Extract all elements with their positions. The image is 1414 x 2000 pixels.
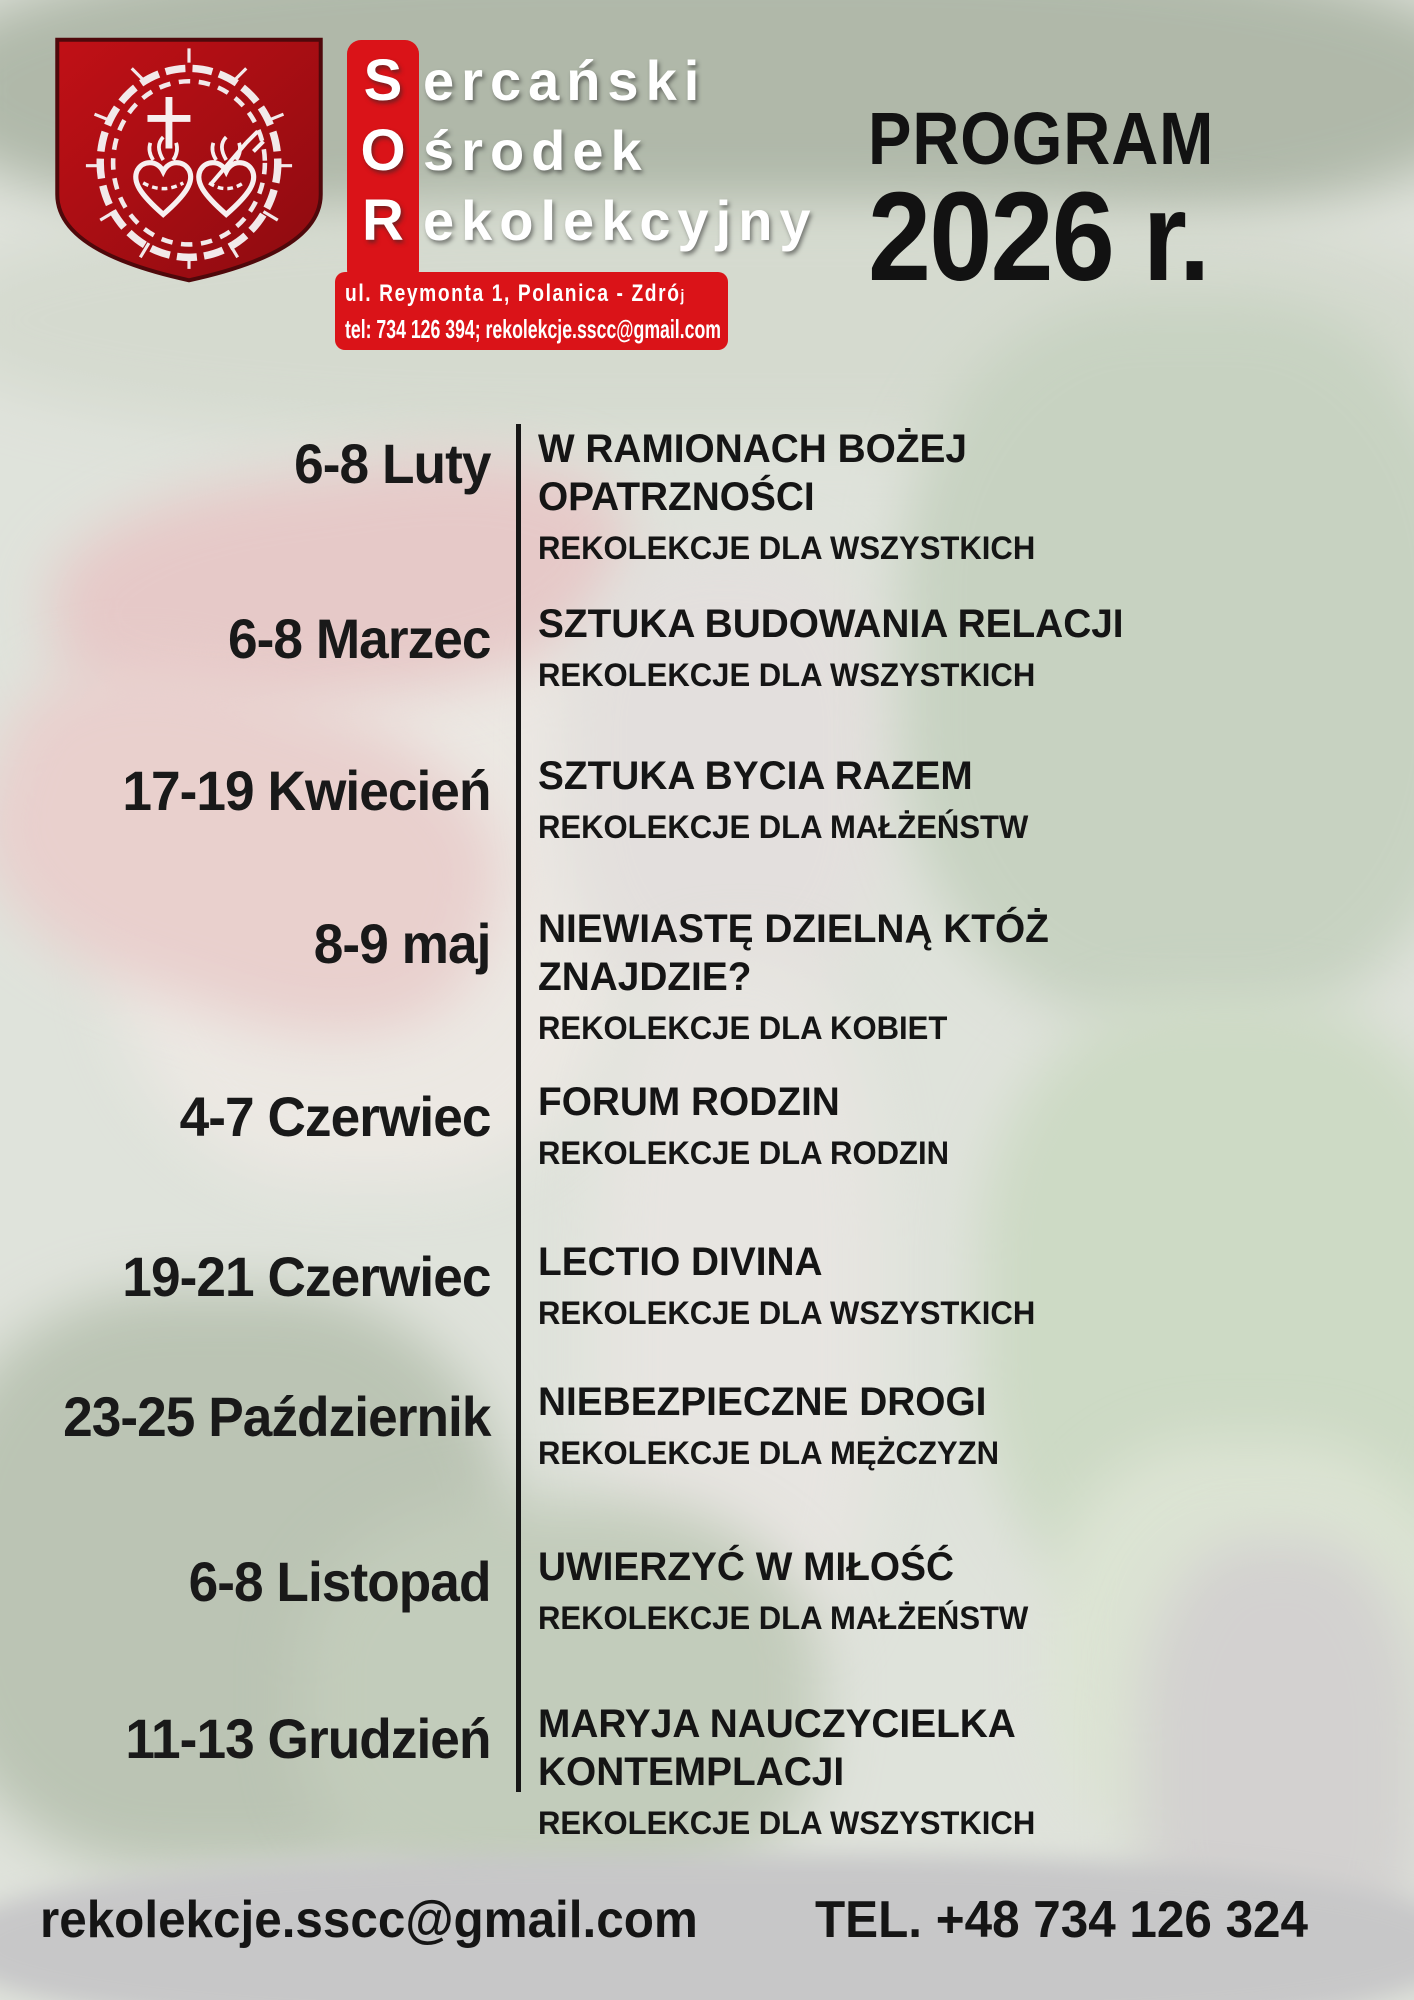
schedule-date: 4-7 Czerwiec: [179, 1085, 491, 1148]
schedule-row: [0, 1378, 1414, 1472]
brand-line-3: [347, 186, 818, 256]
schedule-row: [0, 600, 1414, 694]
schedule-row: [0, 1078, 1414, 1172]
retreat-title-line: UWIERZYĆ W MIŁOŚĆ: [538, 1545, 954, 1589]
schedule-info: [500, 752, 1414, 846]
retreat-audience: REKOLEKCJE DLA WSZYSTKICH: [538, 1295, 1036, 1331]
schedule-info: [500, 1078, 1414, 1172]
address-suffix: j: [680, 286, 685, 305]
schedule-date: 19-21 Czerwiec: [122, 1245, 491, 1308]
brand-word-2: środek: [423, 119, 649, 182]
footer-email: rekolekcje.sscc@gmail.com: [40, 1891, 698, 1949]
program-title: PROGRAM: [868, 97, 1215, 180]
brand-initial-s: S: [363, 48, 403, 113]
schedule-info: [500, 905, 1414, 1047]
schedule-row: [0, 1238, 1414, 1332]
retreat-audience: REKOLEKCJE DLA WSZYSTKICH: [538, 657, 1036, 693]
brand-initial-o: O: [360, 118, 406, 183]
schedule-row: [0, 1543, 1414, 1637]
schedule-row: [0, 752, 1414, 846]
retreat-title-line: NIEBEZPIECZNE DROGI: [538, 1380, 987, 1424]
schedule-info: [500, 1700, 1414, 1842]
brand-word-1: ercański: [423, 49, 707, 112]
schedule-row: [0, 1700, 1414, 1842]
schedule-date: 11-13 Grudzień: [125, 1707, 491, 1770]
schedule-info: [500, 600, 1414, 694]
brand-initial-r: R: [362, 188, 404, 253]
address-text: ul. Reymonta 1, Polanica - Zdró: [345, 280, 681, 307]
phone-email-line: tel: 734 126 394; rekolekcje.sscc@gmail.com: [345, 314, 721, 344]
program-year: 2026 r.: [868, 166, 1209, 307]
address-box: [335, 272, 728, 350]
retreat-title-line: NIEWIASTĘ DZIELNĄ KTÓŻ: [538, 907, 1049, 951]
retreat-audience: REKOLEKCJE DLA WSZYSTKICH: [538, 530, 1036, 566]
schedule-row: [0, 425, 1414, 567]
retreat-title-line: W RAMIONACH BOŻEJ: [538, 427, 967, 471]
retreat-title-line: ZNAJDZIE?: [538, 955, 752, 999]
retreat-audience: REKOLEKCJE DLA MĘŻCZYZN: [538, 1435, 1000, 1471]
schedule-info: [500, 1238, 1414, 1332]
schedule-date: 6-8 Marzec: [227, 607, 491, 670]
retreat-title-line: SZTUKA BYCIA RAZEM: [538, 754, 973, 798]
retreat-audience: REKOLEKCJE DLA KOBIET: [538, 1010, 948, 1046]
retreat-audience: REKOLEKCJE DLA WSZYSTKICH: [538, 1805, 1036, 1841]
address-line: [345, 280, 684, 308]
retreat-audience: REKOLEKCJE DLA MAŁŻEŃSTW: [538, 809, 1029, 845]
retreat-title-line: MARYJA NAUCZYCIELKA: [538, 1702, 1016, 1746]
brand-line-1: [347, 46, 706, 116]
schedule-date: 8-9 maj: [313, 912, 491, 975]
retreat-audience: REKOLEKCJE DLA RODZIN: [538, 1135, 950, 1171]
retreat-title-line: LECTIO DIVINA: [538, 1240, 823, 1284]
retreat-title-line: OPATRZNOŚCI: [538, 475, 815, 519]
shield-logo-icon: [44, 34, 334, 286]
retreat-title-line: SZTUKA BUDOWANIA RELACJI: [538, 602, 1124, 646]
schedule-date: 23-25 Październik: [63, 1385, 491, 1448]
schedule-info: [500, 1543, 1414, 1637]
retreat-title-line: FORUM RODZIN: [538, 1080, 840, 1124]
footer-phone: TEL. +48 734 126 324: [815, 1891, 1308, 1949]
retreat-audience: REKOLEKCJE DLA MAŁŻEŃSTW: [538, 1600, 1029, 1636]
brand-line-2: [347, 116, 649, 186]
retreat-title-line: KONTEMPLACJI: [538, 1750, 845, 1794]
schedule-date: 17-19 Kwiecień: [122, 759, 491, 822]
schedule-row: [0, 905, 1414, 1047]
schedule-date: 6-8 Luty: [294, 432, 491, 495]
schedule-info: [500, 1378, 1414, 1472]
brand-word-3: ekolekcyjny: [423, 189, 818, 252]
schedule-date: 6-8 Listopad: [188, 1550, 491, 1613]
schedule-info: [500, 425, 1414, 567]
